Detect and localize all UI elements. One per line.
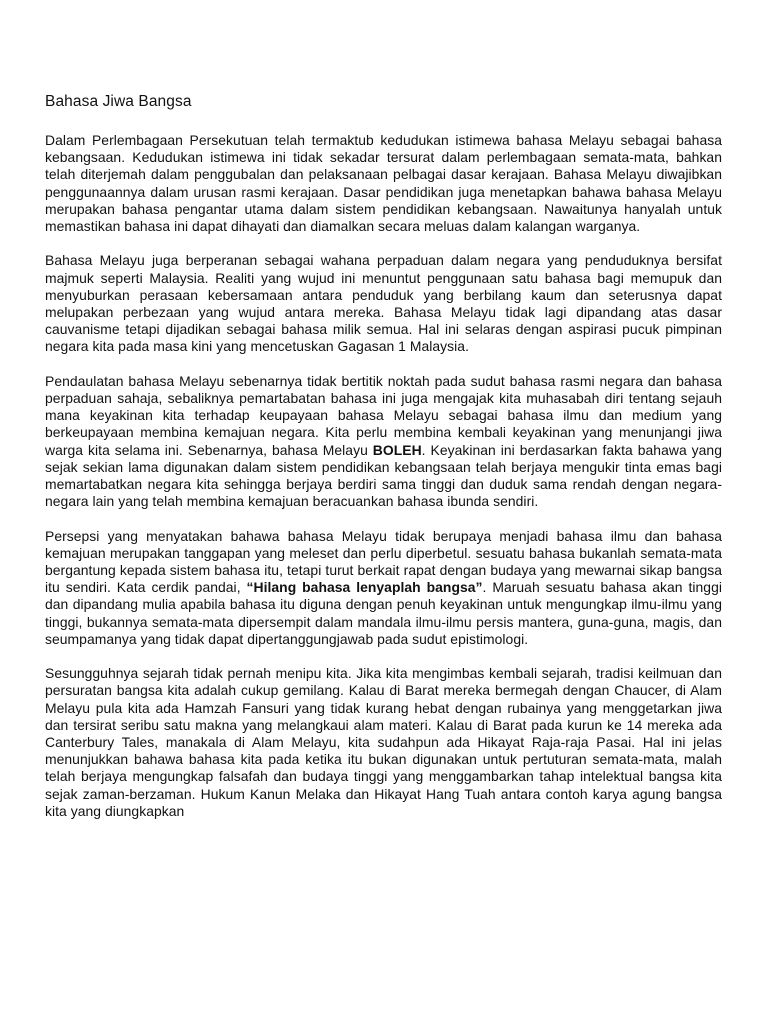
document-title: Bahasa Jiwa Bangsa: [45, 93, 192, 110]
paragraph-3-text-b: . Keyakinan ini berdasarkan fakta bahawa yang sejak sekian lama digunakan dalam sistem pendidikan kebangsaan telah berjaya mengukir tinta emas bagi memartabatkan negara kita sehingga berjaya berdiri sama tinggi dan duduk sama rendah dengan negara-negara lain yang telah membina kemajuan beracuankan bahasa ibunda sendiri.: [45, 441, 722, 510]
paragraph-3: [45, 373, 722, 511]
paragraph-3-text-a: Pendaulatan bahasa Melayu sebenarnya tidak bertitik noktah pada sudut bahasa rasmi negara dan bahasa perpaduan sahaja, sebaliknya pemartabatan bahasa ini juga mengajak kita muhasabah diri tentang sejauh mana keyakinan kita terhadap keupayaan bahasa Melayu sebagai bahasa ilmu dan medium yang berkeupayaan membina kemajuan negara. Kita perlu membina kembali keyakinan yang menunjangi jiwa warga kita selama ini. Sebenarnya, bahasa Melayu: [45, 372, 722, 458]
paragraph-2: Bahasa Melayu juga berperanan sebagai wahana perpaduan dalam negara yang penduduknya bersifat majmuk seperti Malaysia. Realiti yang wujud ini menuntut penggunaan satu bahasa bagi memupuk dan menyuburkan perasaan kebersamaan antara penduduk yang berbilang kaum dan seterusnya dapat melupakan perbezaan yang wujud antara mereka. Bahasa Melayu tidak lagi dipandang atas dasar cauvanisme tetapi dijadikan sebagai bahasa milik semua. Hal ini selaras dengan aspirasi pucuk pimpinan negara kita pada masa kini yang mencetuskan Gagasan 1 Malaysia.: [45, 252, 722, 355]
paragraph-4-text-a: Persepsi yang menyatakan bahawa bahasa Melayu tidak berupaya menjadi bahasa ilmu dan bahasa kemajuan merupakan tanggapan yang meleset dan perlu diperbetul. sesuatu bahasa bukanlah semata-mata bergantung kepada sistem bahasa itu, tetapi turut berkait rapat dengan budaya yang mewarnai sikap bangsa itu sendiri. Kata cerdik pandai,: [45, 527, 722, 596]
paragraph-3-bold-boleh: BOLEH: [372, 441, 422, 458]
paragraph-1: Dalam Perlembagaan Persekutuan telah termaktub kedudukan istimewa bahasa Melayu sebagai bahasa kebangsaan. Kedudukan istimewa ini tidak sekadar tersurat dalam perlembagaan semata-mata, bahkan telah diterjemah dalam penggubalan dan pelaksanaan pelbagai dasar kerajaan. Bahasa Melayu diwajibkan penggunaannya dalam urusan rasmi kerajaan. Dasar pendidikan juga menetapkan bahawa bahasa Melayu merupakan bahasa pengantar utama dalam sistem pendidikan kebangsaan. Nawaitunya hanyalah untuk memastikan bahasa ini dapat dihayati dan diamalkan secara meluas dalam kalangan warganya.: [45, 132, 722, 235]
document-body: [45, 92, 722, 837]
paragraph-4: [45, 528, 722, 648]
paragraph-4-bold-quote: “Hilang bahasa lenyaplah bangsa”: [246, 579, 483, 596]
paragraph-4-text-b: . Maruah sesuatu bahasa akan tinggi dan dipandang mulia apabila bahasa itu diguna dengan penuh keyakinan untuk mengungkap ilmu-ilmu yang tinggi, bukannya semata-mata dipersempit dalam mandala ilmu-ilmu persis mantera, guna-guna, magis, dan seumpamanya yang tidak dapat dipertanggungjawab pada sudut epistimologi.: [45, 579, 722, 647]
paragraph-5: Sesungguhnya sejarah tidak pernah menipu kita. Jika kita mengimbas kembali sejarah, tradisi keilmuan dan persuratan bangsa kita adalah cukup gemilang. Kalau di Barat mereka bermegah dengan Chaucer, di Alam Melayu pula kita ada Hamzah Fansuri yang tidak kurang hebat dengan rubainya yang menggetarkan jiwa dan tersirat seribu satu makna yang melangkaui alam materi. Kalau di Barat pada kurun ke 14 mereka ada Canterbury Tales, manakala di Alam Melayu, kita sudahpun ada Hikayat Raja-raja Pasai. Hal ini jelas menunjukkan bahawa bahasa kita pada ketika itu bukan digunakan untuk pertuturan semata-mata, malah telah berjaya mengungkap falsafah dan budaya tinggi yang menggambarkan tahap intelektual bangsa kita sejak zaman-berzaman. Hukum Kanun Melaka dan Hikayat Hang Tuah antara contoh karya agung bangsa kita yang diungkapkan: [45, 665, 722, 819]
